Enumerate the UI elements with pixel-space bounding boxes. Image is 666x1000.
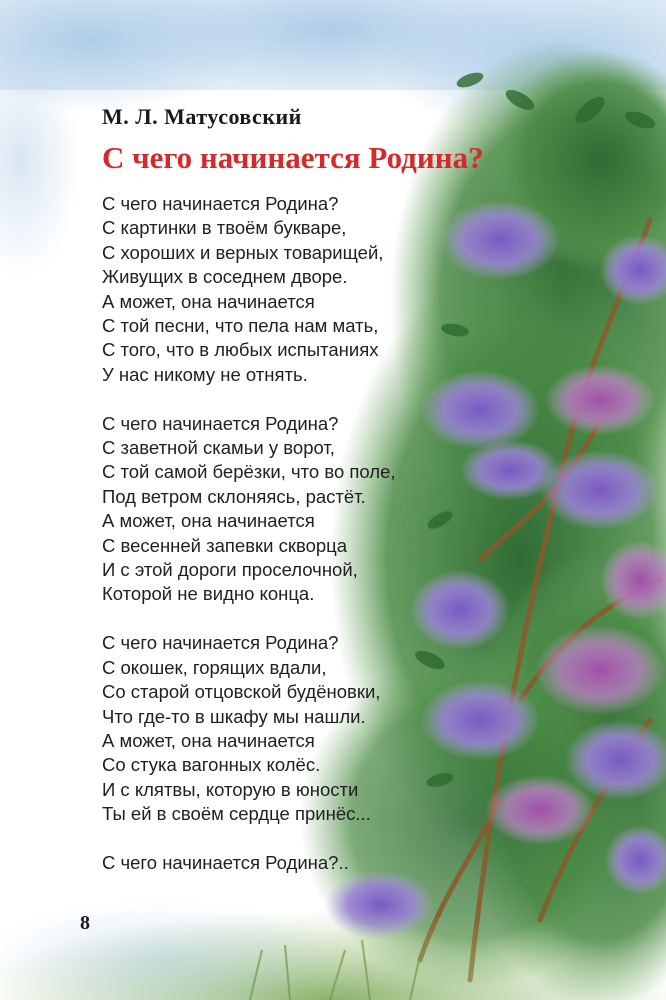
poem-line: А может, она начинается: [102, 290, 315, 312]
poem-line: С заветной скамьи у ворот,: [102, 437, 335, 459]
poem-line: Со старой отцовской будёновки,: [102, 681, 381, 703]
page-number: 8: [80, 912, 90, 934]
stanza-2: [102, 412, 396, 607]
poem-line: Под ветром склоняясь, растёт.: [102, 485, 366, 507]
poem-line: С чего начинается Родина?: [102, 193, 339, 214]
poem-line: И с этой дороги проселочной,: [102, 559, 358, 581]
poem-line: С чего начинается Родина?: [102, 412, 339, 434]
poem-line: С хороших и верных товарищей,: [102, 241, 384, 263]
poem-line: Живущих в соседнем дворе.: [102, 266, 348, 288]
poem-line: С окошек, горящих вдали,: [102, 656, 327, 678]
poem-line: С той самой берёзки, что во поле,: [102, 461, 396, 483]
author-name: М. Л. Матусовский: [102, 104, 302, 129]
poem-line: Со стука вагонных колёс.: [102, 754, 321, 776]
poem-line: С весенней запевки скворца: [102, 534, 348, 556]
poem-line: У нас никому не отнять.: [102, 363, 308, 385]
poem-line: Ты ей в своём сердце принёс...: [102, 803, 371, 825]
stanza-3: [102, 631, 396, 826]
poem-line: С того, что в любых испытаниях: [102, 339, 379, 361]
poem-line: Что где-то в шкафу мы нашли.: [102, 705, 366, 727]
poem-line: С картинки в твоём букваре,: [102, 217, 347, 239]
poem-line: Которой не видно конца.: [102, 583, 315, 605]
poem-line: А может, она начинается: [102, 510, 315, 532]
stanza-1: [102, 192, 396, 387]
stanza-4: [102, 851, 396, 875]
poem-line: С чего начинается Родина?..: [102, 851, 349, 873]
poem-line: А может, она начинается: [102, 729, 315, 751]
poem-line: С той песни, что пела нам мать,: [102, 315, 379, 337]
poem-body: [102, 192, 396, 900]
poem-line: И с клятвы, которую в юности: [102, 778, 359, 800]
poem-title: С чего начинается Родина?: [102, 140, 484, 175]
poem-line: С чего начинается Родина?: [102, 632, 339, 654]
